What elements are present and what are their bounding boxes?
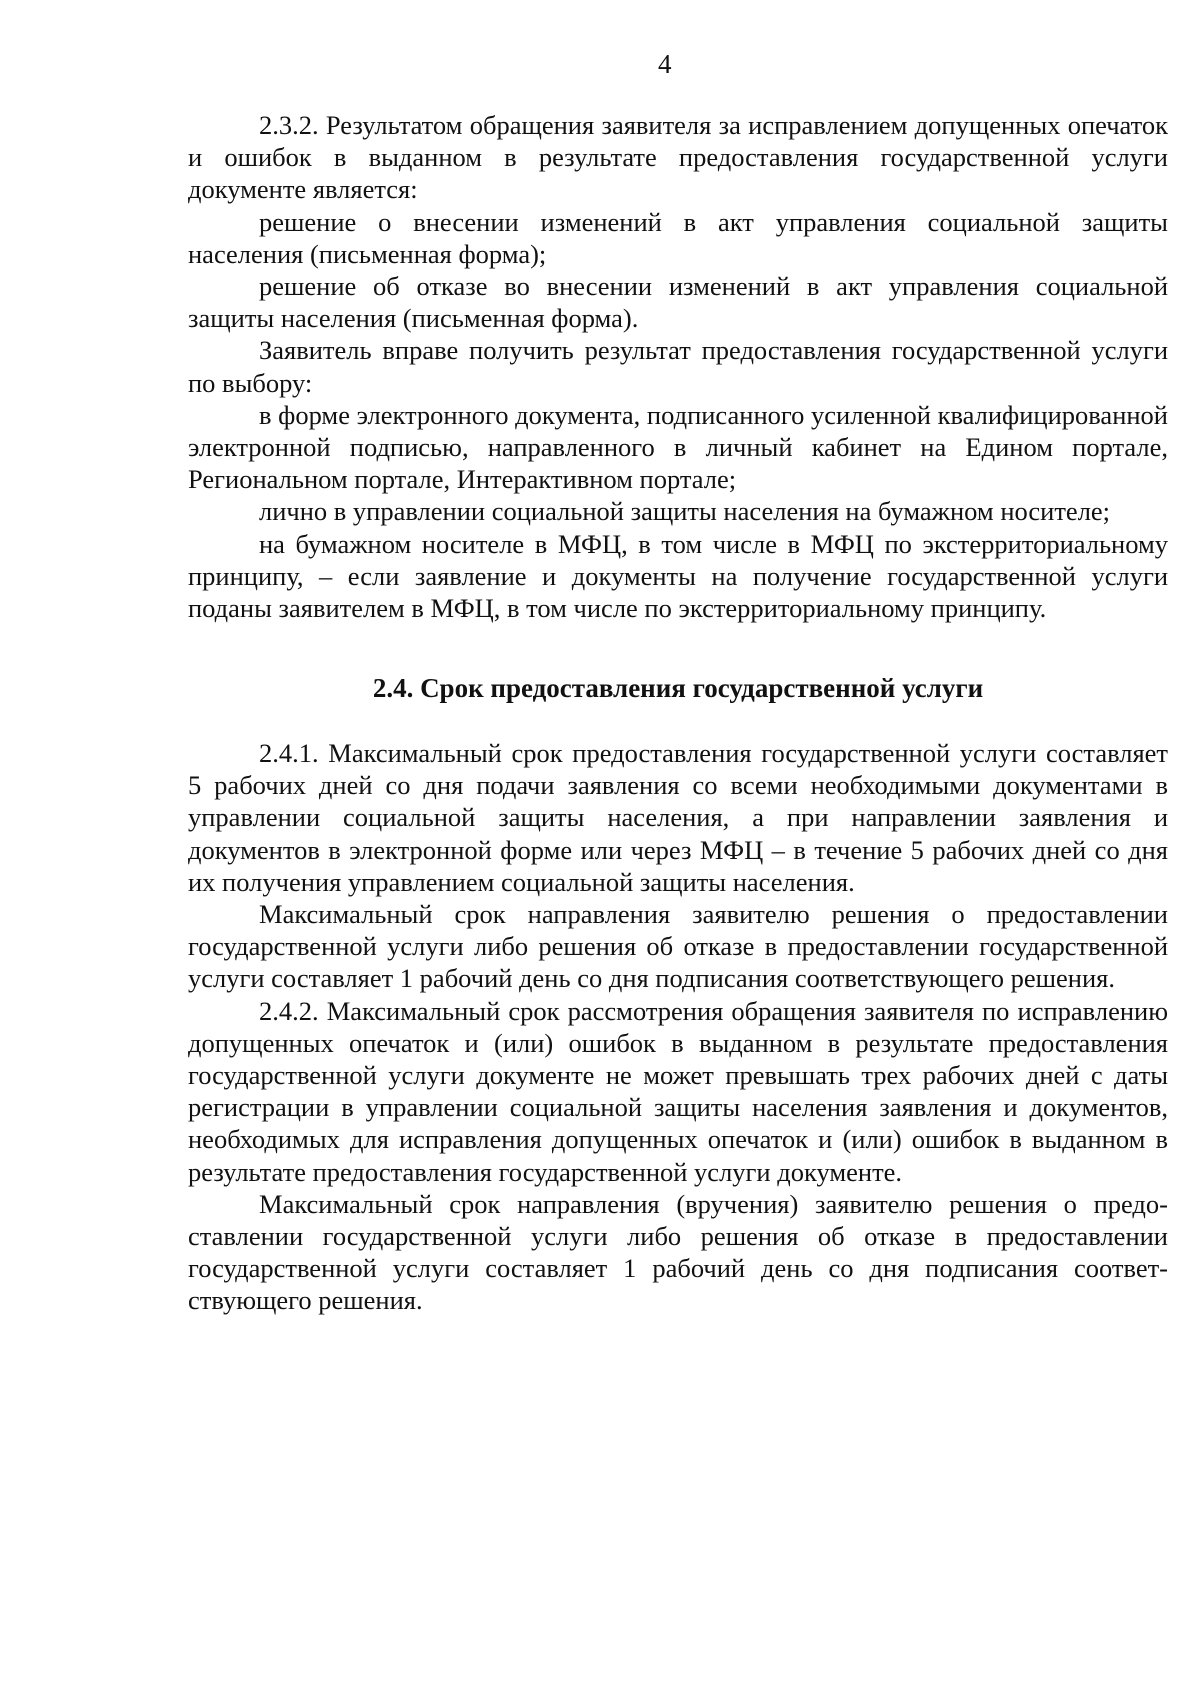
page-number: 4: [658, 49, 672, 79]
paragraph-2-4-1: 2.4.1. Максимальный срок предоставления государственной услуги составляет 5 рабочих дней со дня подачи заявления со всеми необходимыми документами в управлении социальной защиты населения, а при направлении заявления и документов в электронной форме или через МФЦ – в течение 5 рабочих дней со дня их получения управлением социальной защиты населения.: [188, 738, 1168, 897]
section-2-4-text: [188, 737, 1168, 1317]
paragraph-decision-delivery-term: Максимальный срок направления заявителю решения о предоставлении государственной услуги либо решения об отказе в предоставлении государственной услуги составляет 1 рабочий день со дня подписания соответствующего решения.: [188, 899, 1168, 994]
delivery-option-in-person: лично в управлении социальной защиты населения на бумажном носителе;: [259, 496, 1111, 527]
section-heading-2-4: 2.4. Срок предоставления государственной услуги: [372, 673, 984, 703]
result-option-amend-decision: решение о внесении изменений в акт управления социальной защиты населения (письменная форма);: [188, 206, 1168, 269]
paragraph-decision-handover-term: Максимальный срок направления (вручения) заявителю решения о предоставлении государственной услуги либо решения об отказе в предоставлении государственной услуги составляет 1 рабочий день со дня подписания соответствующего решения.: [188, 1188, 1168, 1316]
paragraph-applicant-choice: Заявитель вправе получить результат предоставления государственной услуги по выбору:: [188, 335, 1168, 398]
delivery-option-electronic: в форме электронного документа, подписанного усиленной квалифицированной электронной подписью, направленного в личный кабинет на Едином портале, Региональном портале, Интерактивном портале;: [188, 399, 1168, 495]
section-2-3-2-text: [188, 109, 1168, 624]
result-option-refusal-decision: решение об отказе во внесении изменений в акт управления социальной защиты населения (письменная форма).: [188, 271, 1168, 334]
paragraph-2-3-2: 2.3.2. Результатом обращения заявителя за исправлением допущенных опечаток и ошибок в выданном в результате предоставления государственной услуги документе является:: [188, 110, 1168, 205]
delivery-option-mfc: на бумажном носителе в МФЦ, в том числе в МФЦ по экстерриториальному принципу, – если заявление и документы на получение государственной услуги поданы заявителем в МФЦ, в том числе по экстерриториальному принципу.: [188, 528, 1168, 624]
paragraph-2-4-2: 2.4.2. Максимальный срок рассмотрения обращения заявителя по исправлению допущенных опечаток и (или) ошибок в выданном в результате предоставления государственной услуги документе не может превышать трех рабочих дней с даты регистрации в управлении социальной защиты населения заявления и документов, необходимых для исправления допущенных опечаток и (или) ошибок в выданном в результате предоставления государственной услуги документе.: [188, 995, 1168, 1187]
